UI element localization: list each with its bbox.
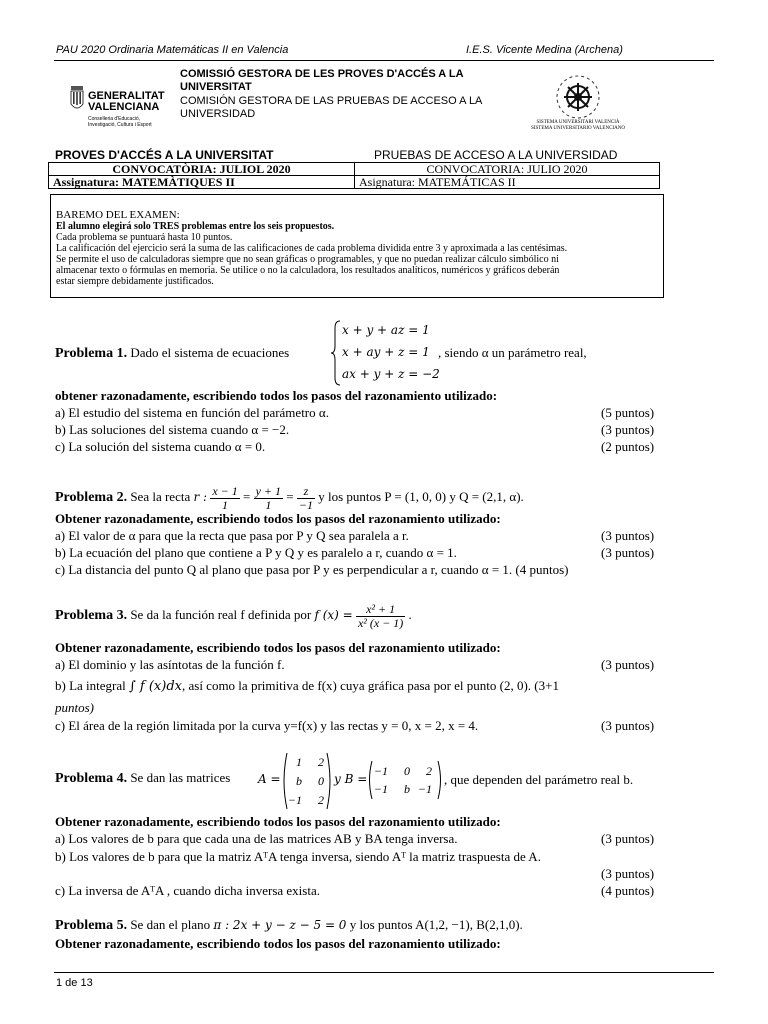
p2-part-b-points: (3 puntos): [601, 545, 655, 560]
p1-instructions: obtener razonadamente, escribiendo todos los pasos del razonamiento utilizado:: [55, 388, 498, 403]
suv-es: SISTEMA UNIVERSITARIO VALENCIANO: [531, 126, 625, 131]
p2-f1n: x − 1: [212, 483, 238, 498]
p3-part-b-cont: puntos): [55, 700, 94, 715]
p4-a12: 2: [318, 755, 324, 769]
p3-integral: ∫ f (x)dx: [129, 679, 182, 694]
p4-a32: 2: [318, 793, 324, 807]
p2-part-a-points: (3 puntos): [601, 528, 655, 543]
p3-den: x² (x − 1): [357, 615, 404, 630]
p5-tail: y los puntos A(1,2, −1), B(2,1,0).: [349, 917, 523, 932]
p4-part-b: b) Los valores de b para que la matriz AᵀA tenga inversa, siendo Aᵀ la matriz traspuesta de A.: [55, 849, 541, 864]
p1-part-a: a) El estudio del sistema en función del parámetro α.: [55, 405, 329, 420]
p2-tail: y los puntos P = (1, 0, 0) y Q = (2,1, α).: [318, 489, 524, 504]
p2-f1d: 1: [222, 497, 229, 512]
p4-intro: Se dan las matrices: [130, 770, 231, 785]
p3-label: Problema 3.: [55, 608, 128, 623]
commission-es-2: UNIVERSIDAD: [180, 108, 256, 120]
p2-heading: Problema 2. Sea la recta r : $\frac{x - 1}{1}$ = $\frac{y + 1}{1}$ = $\frac{z}{-1}$ y los puntos P = (1, 0, 0) y Q = (2,1, α).: [55, 483, 524, 512]
p1-eq2: x + ay + z = 1: [342, 345, 430, 359]
p1-intro: Dado el sistema de ecuaciones: [130, 345, 290, 360]
header-right: I.E.S. Vicente Medina (Archena): [466, 44, 623, 56]
baremo-line1: El alumno elegirá solo TRES problemas entre los seis propuestos.: [56, 221, 335, 232]
p3-frac: [356, 603, 405, 630]
p4-a21: b: [296, 774, 302, 788]
subject-ca: Assignatura: MATEMÀTIQUES II: [49, 176, 355, 189]
commission-ca-2: UNIVERSITAT: [180, 81, 252, 93]
p5-heading: [55, 917, 523, 933]
conv-ca: CONVOCATÒRIA: JULIOL 2020: [49, 163, 355, 176]
p2-frac-y: [254, 485, 283, 512]
p3-intro: Se da la función real f definida por: [130, 607, 312, 622]
p5-plane: π : 2x + y − z − 5 = 0: [213, 918, 347, 932]
p4-a22: 0: [318, 774, 324, 788]
p4-b22: b: [404, 782, 410, 796]
baremo-box: [50, 194, 664, 298]
exam-title-ca: PROVES D'ACCÉS A LA UNIVERSITAT: [55, 148, 274, 162]
suv-ca: SISTEMA UNIVERSITARI VALENCIÀ: [536, 120, 620, 125]
p2-f3n: z: [297, 485, 315, 499]
p2-f3d: −1: [298, 497, 313, 512]
p2-f2n: y + 1: [255, 483, 282, 498]
p2-f2d: 1: [265, 497, 272, 512]
p4-a11: 1: [296, 755, 302, 769]
p4-part-a-points: (3 puntos): [601, 831, 655, 846]
gv-name1: GENERALITAT: [88, 90, 165, 102]
p2-frac-z: [297, 485, 315, 512]
p1-eq1: x + y + az = 1: [342, 323, 430, 337]
subject-es: Asignatura: MATEMÁTICAS II: [355, 176, 660, 189]
p4-heading: [55, 770, 230, 786]
p4-b21: −1: [373, 782, 388, 796]
p3-part-c-points: (3 puntos): [601, 718, 655, 733]
p4-part-c-points: (4 puntos): [601, 883, 655, 898]
baremo-line4: Se permite el uso de calculadoras siempre que no sean gráficas o programables, y que no puedan realizar cálculo simbólico ni: [56, 254, 559, 265]
baremo-title: BAREMO DEL EXAMEN:: [56, 209, 180, 221]
gv-name2: VALENCIANA: [88, 101, 160, 113]
p3-part-c: c) El área de la región limitada por la curva y=f(x) y las rectas y = 0, x = 2, x = 4.: [55, 718, 479, 733]
p1-part-c-points: (2 puntos): [601, 439, 655, 454]
p3-part-a-points: (3 puntos): [601, 657, 655, 672]
p4-b23: −1: [417, 782, 432, 796]
p4-A-label: A =: [258, 772, 281, 786]
p1-part-b-points: (3 puntos): [601, 422, 655, 437]
p3-part-b-post: , así como la primitiva de f(x) cuya gráfica pasa por el punto (2, 0). (3+1: [181, 678, 559, 693]
p2-part-a: a) El valor de α para que la recta que pasa por P y Q sea paralela a r.: [55, 528, 409, 543]
p1-tail: , siendo α un parámetro real,: [438, 345, 587, 360]
generalitat-logo: [56, 86, 176, 134]
p4-b12: 0: [404, 764, 410, 778]
p1-brace-icon: [330, 320, 342, 386]
p4-part-c: c) La inversa de AᵀA , cuando dicha inversa exista.: [55, 883, 320, 898]
p4-yB: y B =: [334, 772, 368, 786]
p4-a31: −1: [287, 793, 302, 807]
university-emblem-icon: [555, 74, 601, 120]
p5-intro: Se dan el plano: [130, 917, 211, 932]
p3-fx: f (x) =: [314, 608, 353, 622]
convocatoria-table: [48, 162, 660, 189]
p4-label: Problema 4.: [55, 771, 128, 786]
conv-es: CONVOCATORIA: JULIO 2020: [355, 163, 660, 176]
p5-instructions: Obtener razonadamente, escribiendo todos los pasos del razonamiento utilizado:: [55, 936, 501, 951]
p2-intro: Sea la recta: [130, 489, 191, 504]
p3-part-a: a) El dominio y las asíntotas de la función f.: [55, 657, 285, 672]
p2-frac-x: [210, 485, 239, 512]
p4-instructions: Obtener razonadamente, escribiendo todos los pasos del razonamiento utilizado:: [55, 814, 501, 829]
p4-b11: −1: [373, 764, 388, 778]
p2-part-b: b) La ecuación del plano que contiene a P y Q y es paralelo a r, cuando α = 1.: [55, 545, 457, 560]
baremo-line2: Cada problema se puntuará hasta 10 puntos.: [56, 232, 233, 243]
coat-of-arms-icon: [70, 86, 84, 112]
p3-part-b: [55, 678, 559, 694]
gv-sub2: Investigació, Cultura i Esport: [88, 122, 152, 128]
p5-label: Problema 5.: [55, 918, 128, 933]
p3-instructions: Obtener razonadamente, escribiendo todos los pasos del razonamiento utilizado:: [55, 640, 501, 655]
baremo-line3: La calificación del ejercicio será la suma de las calificaciones de cada problema dividida entre 3 y aproximada a las centésimas.: [56, 243, 568, 254]
p4-b13: 2: [426, 764, 432, 778]
commission-ca-1: COMISSIÓ GESTORA DE LES PROVES D'ACCÉS A LA: [180, 68, 464, 80]
p2-instructions: Obtener razonadamente, escribiendo todos los pasos del razonamiento utilizado:: [55, 511, 501, 526]
footer-rule: [54, 972, 714, 973]
p1-label: Problema 1.: [55, 346, 128, 361]
page-number: 1 de 13: [56, 977, 93, 989]
p4-part-b-points: (3 puntos): [601, 866, 655, 881]
header-left: PAU 2020 Ordinaria Matemáticas II en Valencia: [56, 44, 289, 56]
p3-num: x² + 1: [356, 603, 405, 617]
p1-eq3: ax + y + z = −2: [342, 367, 440, 381]
gv-sub1: Conselleria d'Educació,: [88, 116, 141, 122]
commission-es-1: COMISIÓN GESTORA DE LAS PRUEBAS DE ACCESO A LA: [180, 95, 483, 107]
p1-part-a-points: (5 puntos): [601, 405, 655, 420]
p3-part-b-pre: b) La integral: [55, 678, 126, 693]
suv-logo: [522, 72, 642, 132]
p1-part-b: b) Las soluciones del sistema cuando α = −2.: [55, 422, 290, 437]
p1-part-c: c) La solución del sistema cuando α = 0.: [55, 439, 266, 454]
baremo-line6: estar siempre debidamente justificados.: [56, 276, 214, 287]
p4-part-a: a) Los valores de b para que cada una de las matrices AB y BA tenga inversa.: [55, 831, 458, 846]
p1-heading: [55, 345, 289, 361]
baremo-line5: almacenar texto o fórmulas en memoria. Se utilice o no la calculadora, los resultados analíticos, numéricos y gráficos deberán: [56, 265, 560, 276]
p2-label: Problema 2.: [55, 490, 128, 505]
p2-part-c: c) La distancia del punto Q al plano que pasa por P y es perpendicular a r, cuando α = 1. (4 puntos): [55, 562, 569, 577]
p2-r: r :: [193, 490, 208, 504]
p3-heading: Problema 3. Se da la función real f definida por f (x) = $\frac{\text{x² + 1}}{\text{x² (x − 1)}}$ .: [55, 601, 412, 630]
header-rule: [54, 60, 714, 61]
p4-tail: , que dependen del parámetro real b.: [444, 772, 634, 787]
exam-title-es: PRUEBAS DE ACCESO A LA UNIVERSIDAD: [374, 148, 618, 162]
